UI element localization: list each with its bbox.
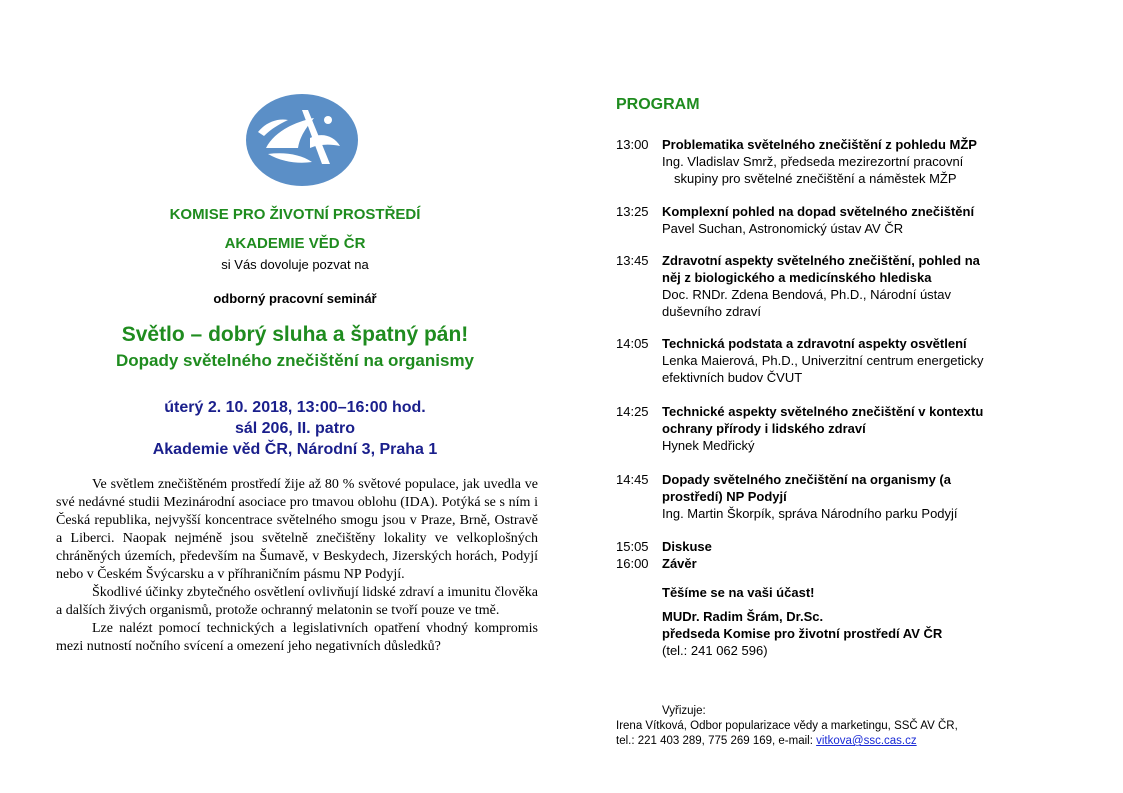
program-time: 14:45 [616,472,649,487]
program-item [616,203,1036,237]
organization-line-1: KOMISE PRO ŽIVOTNÍ PROSTŘEDÍ [169,206,421,223]
event-date-time: úterý 2. 10. 2018, 13:00–16:00 hod. [164,399,426,416]
signer-phone: (tel.: 241 062 596) [662,643,768,658]
program-time: 14:05 [616,336,649,351]
invitation-text: si Vás dovoluje pozvat na [221,257,369,272]
program-speaker: Doc. RNDr. Zdena Bendová, Ph.D., Národní ústav [662,287,952,302]
program-speaker: Pavel Suchan, Astronomický ústav AV ČR [662,221,904,236]
program-item [616,335,1036,386]
contact-phones: tel.: 221 403 289, 775 269 169, e-mail: [616,735,817,747]
program-time: 13:25 [616,204,649,219]
program-item [616,136,1036,187]
contact-email-link[interactable]: vitkova@ssc.cas.cz [816,735,917,747]
contact-line-2 [616,734,958,749]
seminar-type: odborný pracovní seminář [213,291,377,306]
program-title: Problematika světelného znečištění z pohledu MŽP [662,137,977,152]
contact-label: Vyřizuje: [662,705,706,717]
contact-line-1: Irena Vítková, Odbor popularizace vědy a marketingu, SSČ AV ČR, [616,720,958,732]
intro-text [56,476,538,656]
signer-name: MUDr. Radim Šrám, Dr.Sc. [662,609,824,624]
program-title: Diskuse [662,539,712,554]
program-title-cont: prostředí) NP Podyjí [662,489,787,504]
seminar-subtitle: Dopady světelného znečištění na organismy [115,351,475,370]
intro-paragraph-3: Lze nalézt pomocí technických a legislativních opatření vhodný kompromis mezi nutností nočního svícení a omezení jeho negativních důsledků? [56,621,538,654]
program-time: 14:25 [616,404,649,419]
program-title: Komplexní pohled na dopad světelného znečištění [662,204,975,219]
program-speaker-cont: skupiny pro světelné znečištění a náměstek MŽP [674,171,957,186]
program-title: Zdravotní aspekty světelného znečištění, pohled na [662,253,980,268]
program-item [616,538,1036,555]
program-speaker-cont: efektivních budov ČVUT [662,370,803,385]
program-title: Technické aspekty světelného znečištění v kontextu [662,404,984,419]
program-item [616,555,1036,572]
program-time: 15:05 [616,539,649,554]
signature-block [662,608,942,659]
program-speaker: Ing. Vladislav Smrž, předseda mezirezortní pracovní [662,154,964,169]
event-venue: Akademie věd ČR, Národní 3, Praha 1 [152,441,438,458]
event-room: sál 206, II. patro [234,420,356,437]
signer-role: předseda Komise pro životní prostředí AV ČR [662,626,943,641]
program-speaker: Ing. Martin Škorpík, správa Národního parku Podyjí [662,506,958,521]
closing-text: Těšíme se na vaši účast! [662,585,815,600]
program-item [616,403,1036,454]
program-speaker: Hynek Medřický [662,438,755,453]
program-title-cont: něj z biologického a medicínského hlediska [662,270,932,285]
program-title-cont: ochrany přírody i lidského zdraví [662,421,866,436]
program-heading: PROGRAM [616,96,700,113]
program-time: 16:00 [616,556,649,571]
program-speaker-cont: duševního zdraví [662,304,762,319]
program-speaker: Lenka Maierová, Ph.D., Univerzitní centrum energeticky [662,353,984,368]
organization-line-2: AKADEMIE VĚD ČR [224,235,366,252]
program-title: Dopady světelného znečištění na organismy (a [662,472,951,487]
intro-paragraph-2: Škodlivé účinky zbytečného osvětlení ovlivňují lidské zdraví a imunitu člověka a dalších živých organismů, protože ochranný melatonin se tvoří pouze ve tmě. [56,585,538,618]
seminar-title: Světlo – dobrý sluha a špatný pán! [121,323,469,346]
academy-logo [244,92,360,188]
program-time: 13:00 [616,137,649,152]
program-item [616,471,1036,522]
program-title: Závěr [662,556,697,571]
intro-paragraph-1: Ve světlem znečištěném prostředí žije až 80 % světové populace, jak uvedla ve své nedávné studii Mezinárodní asociace pro tmavou oblohu (IDA). Potýká se s ním i Česká republika, nejvyšší koncentrace světelného smogu jsou v Praze, Brně, Ostravě a Liberci. Naopak nejméně jsou světelně znečištěny lokality ve velkoplošných chráněných územích, především na Šumavě, v Beskydech, Jizerských horách, Podyjí nebo v Českém Švýcarsku a v příhraničním pásmu NP Podyjí. [56,477,538,582]
contact-block [616,704,958,749]
program-title: Technická podstata a zdravotní aspekty osvětlení [662,336,967,351]
program-item [616,252,1036,320]
program-time: 13:45 [616,253,649,268]
